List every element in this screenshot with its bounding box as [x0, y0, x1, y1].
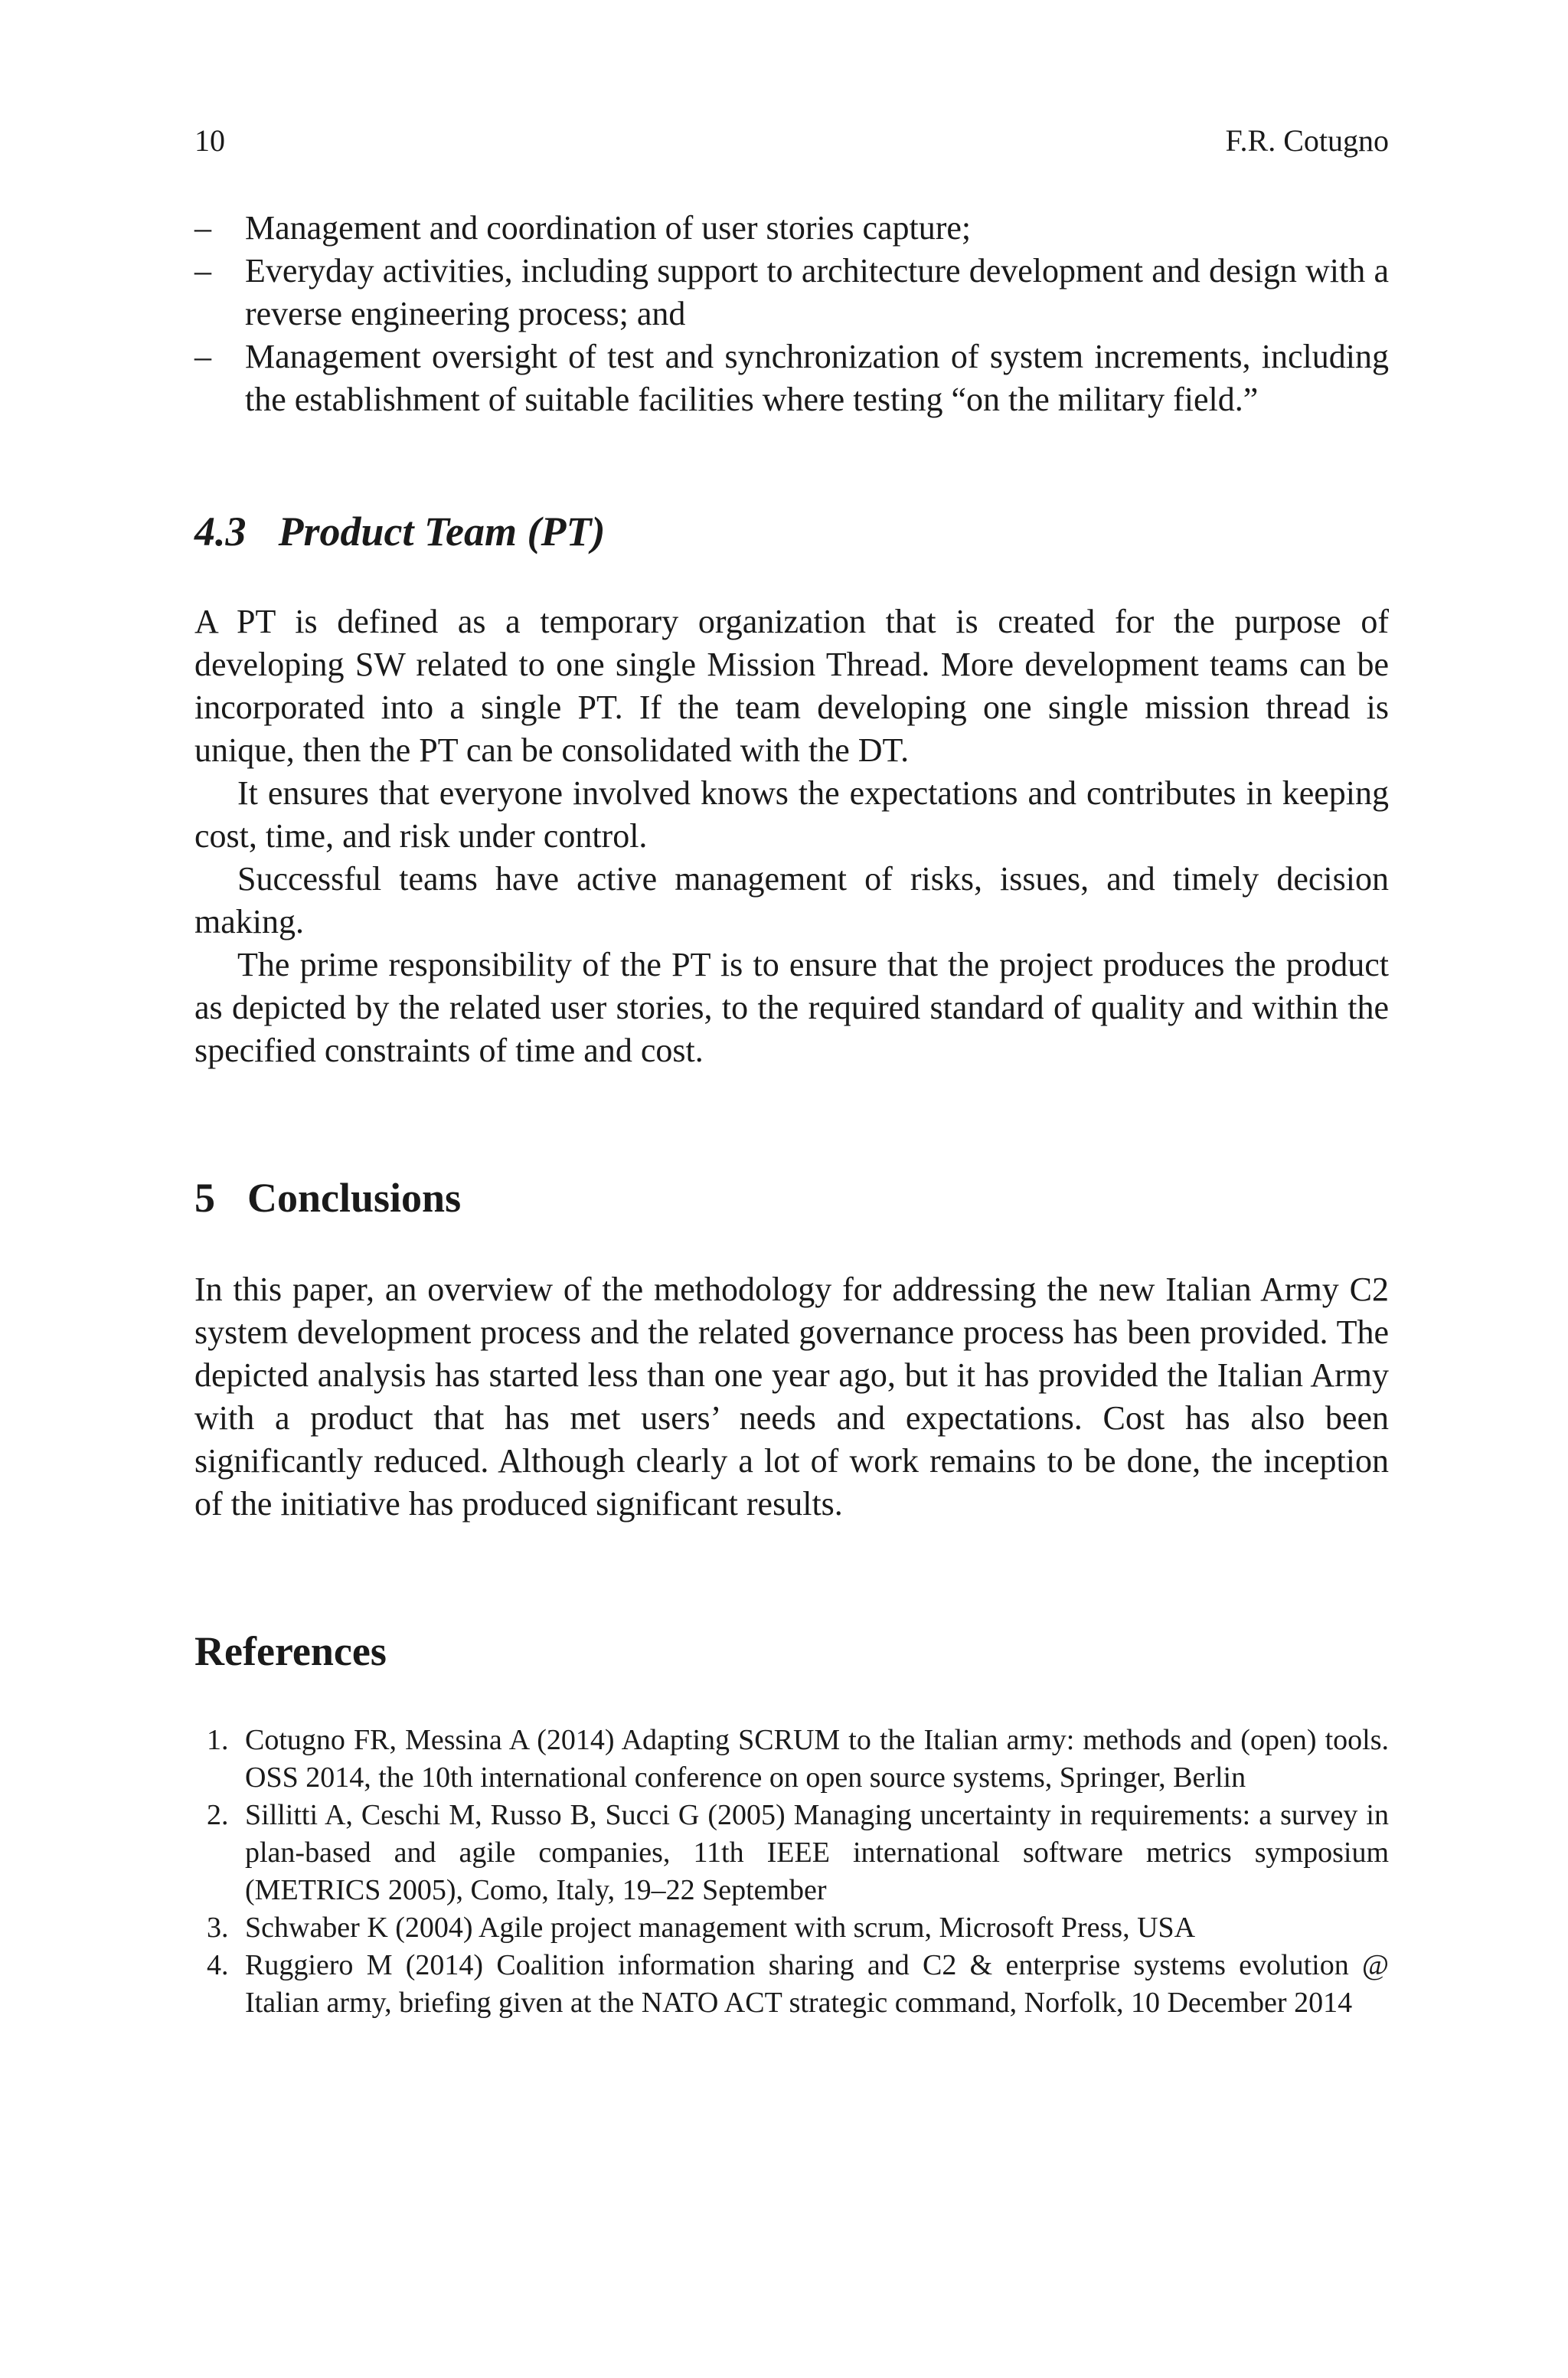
- reference-text: Cotugno FR, Messina A (2014) Adapting SCRUM to the Italian army: methods and (open) tools. OSS 2014, the 10th international conference on open source systems, Springer, Berlin: [245, 1724, 1389, 1794]
- paragraph: A PT is defined as a temporary organization that is created for the purpose of developing SW related to one single Mission Thread. More development teams can be incorporated into a single PT. If the team developing one single mission thread is unique, then the PT can be consolidated with the DT.: [194, 603, 1389, 769]
- reference-list: [194, 1722, 1389, 2022]
- bullet-dash: –: [194, 252, 211, 289]
- page: [194, 123, 1389, 2022]
- section-number: 5: [194, 1175, 215, 1221]
- reference-text: Sillitti A, Ceschi M, Russo B, Succi G (2005) Managing uncertainty in requirements: a survey in plan-based and agile companies, 11th IEEE international software metrics symposium (METRICS 2005), Como, Italy, 19–22 September: [245, 1799, 1389, 1906]
- paragraph: Successful teams have active management of risks, issues, and timely decision making.: [194, 860, 1389, 940]
- subsection-number: 4.3: [194, 509, 247, 554]
- running-author: F.R. Cotugno: [1225, 123, 1389, 158]
- reference-item: [194, 1909, 1389, 1947]
- list-item: [194, 335, 1389, 421]
- references-heading: References: [194, 1628, 387, 1674]
- reference-text: Ruggiero M (2014) Coalition information sharing and C2 & enterprise systems evolution @ Italian army, briefing given at the NATO ACT strategic command, Norfolk, 10 December 2014: [245, 1949, 1389, 2019]
- list-item: [194, 207, 1389, 250]
- reference-text: Schwaber K (2004) Agile project management with scrum, Microsoft Press, USA: [245, 1912, 1196, 1944]
- reference-item: [194, 1722, 1389, 1797]
- subsection-title: Product Team (PT): [278, 509, 606, 554]
- paragraph: The prime responsibility of the PT is to ensure that the project produces the product as depicted by the related user stories, to the required standard of quality and within the specified constraints of time and cost.: [194, 946, 1389, 1069]
- reference-item: [194, 1947, 1389, 2022]
- paragraph: It ensures that everyone involved knows the expectations and contributes in keeping cost, time, and risk under control.: [194, 774, 1389, 855]
- subsection-heading: [194, 507, 1389, 556]
- section-heading: [194, 1173, 1389, 1222]
- list-item-text: Management and coordination of user stories capture;: [245, 209, 972, 247]
- reference-number: 1.: [207, 1724, 229, 1756]
- list-item-text: Everyday activities, including support to architecture development and design with a reverse engineering process; and: [245, 252, 1389, 332]
- reference-number: 3.: [207, 1912, 229, 1944]
- page-number: 10: [194, 123, 225, 158]
- running-head: [194, 123, 1389, 159]
- bullet-dash: –: [194, 209, 211, 247]
- list-item-text: Management oversight of test and synchronization of system increments, including the establishment of suitable facilities where testing “on the military field.”: [245, 338, 1389, 418]
- reference-number: 4.: [207, 1949, 229, 1981]
- reference-item: [194, 1797, 1389, 1909]
- bullet-list: [194, 207, 1389, 421]
- section-title: Conclusions: [247, 1175, 462, 1221]
- bullet-dash: –: [194, 338, 211, 375]
- list-item: [194, 250, 1389, 335]
- paragraph: In this paper, an overview of the methodology for addressing the new Italian Army C2 system development process and the related governance process has been provided. The depicted analysis has started less than one year ago, but it has provided the Italian Army with a product that has met users’ needs and expectations. Cost has also been significantly reduced. Although clearly a lot of work remains to be done, the inception of the initiative has produced significant results.: [194, 1271, 1389, 1523]
- reference-number: 2.: [207, 1799, 229, 1831]
